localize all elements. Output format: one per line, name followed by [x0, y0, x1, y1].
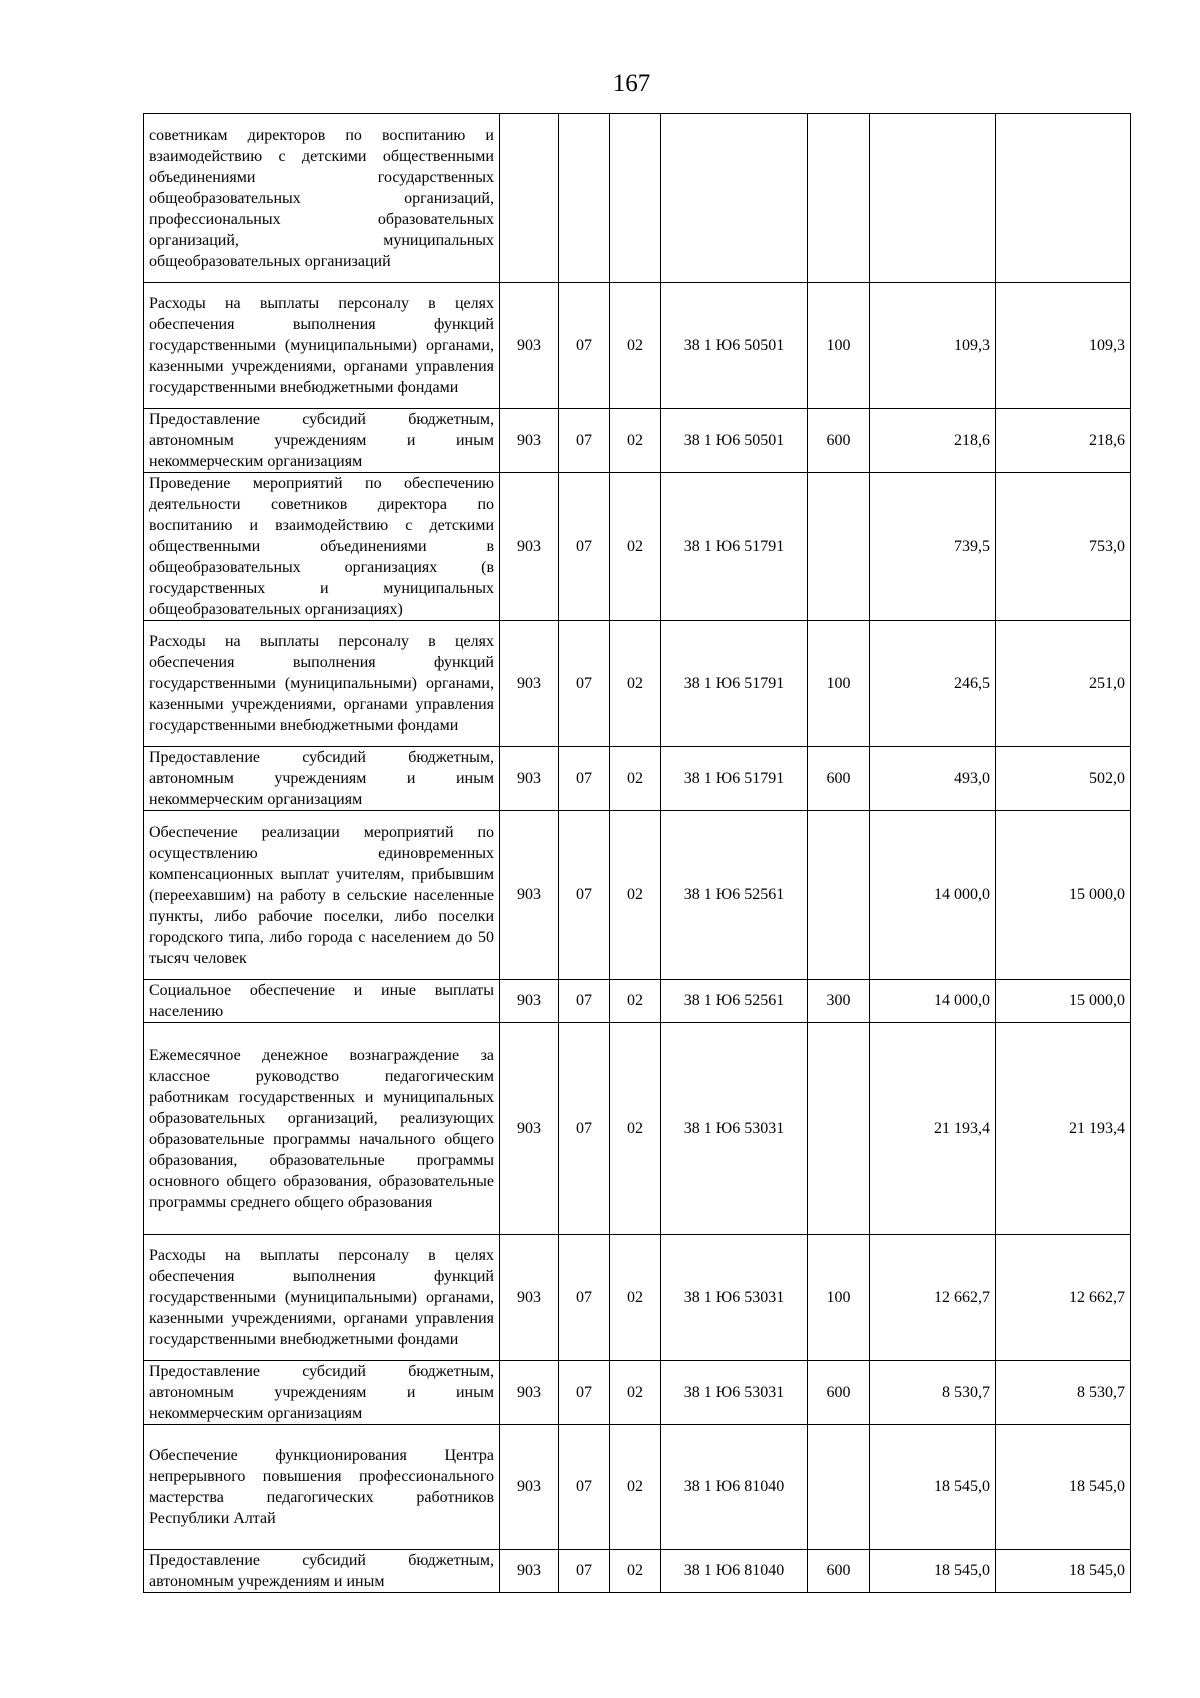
cell-sum-year1: 246,5 [870, 621, 996, 747]
cell-csr: 38 1 Ю6 53031 [661, 1235, 808, 1361]
cell-vr: 600 [808, 409, 870, 473]
table-row [144, 747, 1131, 811]
cell-pr: 02 [610, 473, 661, 621]
table-row [144, 1550, 1131, 1593]
cell-vr: 600 [808, 747, 870, 811]
cell-rz: 07 [559, 621, 610, 747]
cell-rz: 07 [559, 1361, 610, 1425]
cell-pr: 02 [610, 621, 661, 747]
cell-grbs: 903 [500, 1235, 559, 1361]
cell-pr: 02 [610, 747, 661, 811]
cell-csr [661, 114, 808, 283]
cell-pr: 02 [610, 1235, 661, 1361]
cell-vr [808, 114, 870, 283]
cell-pr: 02 [610, 1425, 661, 1550]
row-description: Предоставление субсидий бюджетным, автономным учреждениям и иным [144, 1550, 500, 1593]
cell-vr [808, 473, 870, 621]
cell-sum-year1: 21 193,4 [870, 1023, 996, 1235]
cell-sum-year2: 15 000,0 [996, 811, 1131, 980]
table-row [144, 621, 1131, 747]
cell-sum-year2: 21 193,4 [996, 1023, 1131, 1235]
cell-sum-year2: 8 530,7 [996, 1361, 1131, 1425]
cell-rz: 07 [559, 1235, 610, 1361]
row-description: Предоставление субсидий бюджетным, автономным учреждениям и иным некоммерческим организациям [144, 409, 500, 473]
cell-grbs: 903 [500, 811, 559, 980]
cell-sum-year2: 109,3 [996, 283, 1131, 409]
cell-sum-year1: 14 000,0 [870, 811, 996, 980]
cell-csr: 38 1 Ю6 81040 [661, 1550, 808, 1593]
row-description: Расходы на выплаты персоналу в целях обеспечения выполнения функций государственными (муниципальными) органами, казенными учреждениями, органами управления государственными внебюджетными фондами [144, 283, 500, 409]
cell-pr [610, 114, 661, 283]
cell-csr: 38 1 Ю6 51791 [661, 747, 808, 811]
cell-rz: 07 [559, 1425, 610, 1550]
cell-grbs: 903 [500, 1425, 559, 1550]
cell-csr: 38 1 Ю6 51791 [661, 621, 808, 747]
cell-sum-year1: 18 545,0 [870, 1425, 996, 1550]
row-description: Проведение мероприятий по обеспечению деятельности советников директора по воспитанию и взаимодействию с детскими общественными объединениями в общеобразовательных организациях (в государственных и муниципальных общеобразовательных организациях) [144, 473, 500, 621]
cell-pr: 02 [610, 1550, 661, 1593]
cell-grbs: 903 [500, 409, 559, 473]
budget-table [143, 113, 1131, 1593]
cell-sum-year2: 502,0 [996, 747, 1131, 811]
cell-sum-year1: 8 530,7 [870, 1361, 996, 1425]
cell-grbs: 903 [500, 980, 559, 1023]
cell-sum-year1: 18 545,0 [870, 1550, 996, 1593]
cell-sum-year2: 15 000,0 [996, 980, 1131, 1023]
table-row [144, 1023, 1131, 1235]
row-description: Социальное обеспечение и иные выплаты населению [144, 980, 500, 1023]
cell-pr: 02 [610, 1361, 661, 1425]
cell-csr: 38 1 Ю6 53031 [661, 1023, 808, 1235]
cell-vr [808, 1425, 870, 1550]
row-description: советникам директоров по воспитанию и взаимодействию с детскими общественными объединениями государственных общеобразовательных организаций, профессиональных образовательных организаций, муниципальных общеобразовательных организаций [144, 114, 500, 283]
table-row [144, 980, 1131, 1023]
cell-vr: 100 [808, 621, 870, 747]
cell-vr: 600 [808, 1361, 870, 1425]
table-row [144, 409, 1131, 473]
cell-grbs [500, 114, 559, 283]
cell-csr: 38 1 Ю6 52561 [661, 811, 808, 980]
cell-sum-year1: 739,5 [870, 473, 996, 621]
cell-grbs: 903 [500, 1550, 559, 1593]
cell-rz: 07 [559, 1550, 610, 1593]
table-row [144, 1235, 1131, 1361]
cell-pr: 02 [610, 980, 661, 1023]
cell-grbs: 903 [500, 747, 559, 811]
cell-sum-year2: 18 545,0 [996, 1425, 1131, 1550]
cell-rz: 07 [559, 811, 610, 980]
cell-grbs: 903 [500, 473, 559, 621]
cell-pr: 02 [610, 811, 661, 980]
cell-rz: 07 [559, 473, 610, 621]
cell-csr: 38 1 Ю6 51791 [661, 473, 808, 621]
cell-sum-year1: 218,6 [870, 409, 996, 473]
cell-grbs: 903 [500, 621, 559, 747]
row-description: Расходы на выплаты персоналу в целях обеспечения выполнения функций государственными (муниципальными) органами, казенными учреждениями, органами управления государственными внебюджетными фондами [144, 621, 500, 747]
cell-csr: 38 1 Ю6 50501 [661, 409, 808, 473]
cell-pr: 02 [610, 283, 661, 409]
cell-vr: 600 [808, 1550, 870, 1593]
cell-grbs: 903 [500, 1023, 559, 1235]
cell-grbs: 903 [500, 1361, 559, 1425]
cell-rz: 07 [559, 409, 610, 473]
cell-grbs: 903 [500, 283, 559, 409]
cell-csr: 38 1 Ю6 52561 [661, 980, 808, 1023]
cell-sum-year2: 218,6 [996, 409, 1131, 473]
table-row [144, 811, 1131, 980]
cell-sum-year2: 12 662,7 [996, 1235, 1131, 1361]
cell-pr: 02 [610, 409, 661, 473]
cell-pr: 02 [610, 1023, 661, 1235]
cell-vr [808, 811, 870, 980]
cell-vr: 100 [808, 283, 870, 409]
cell-sum-year2: 753,0 [996, 473, 1131, 621]
row-description: Ежемесячное денежное вознаграждение за классное руководство педагогическим работникам государственных и муниципальных образовательных организаций, реализующих образовательные программы начального общего образования, образовательные программы основного общего образования, образовательные программы среднего общего образования [144, 1023, 500, 1235]
cell-sum-year2: 18 545,0 [996, 1550, 1131, 1593]
cell-sum-year1: 14 000,0 [870, 980, 996, 1023]
row-description: Предоставление субсидий бюджетным, автономным учреждениям и иным некоммерческим организациям [144, 747, 500, 811]
cell-sum-year2 [996, 114, 1131, 283]
cell-rz [559, 114, 610, 283]
row-description: Обеспечение функционирования Центра непрерывного повышения профессионального мастерства педагогических работников Республики Алтай [144, 1425, 500, 1550]
table-row [144, 114, 1131, 283]
cell-vr: 100 [808, 1235, 870, 1361]
cell-rz: 07 [559, 1023, 610, 1235]
cell-sum-year1 [870, 114, 996, 283]
cell-rz: 07 [559, 283, 610, 409]
cell-sum-year1: 12 662,7 [870, 1235, 996, 1361]
cell-sum-year2: 251,0 [996, 621, 1131, 747]
cell-sum-year1: 493,0 [870, 747, 996, 811]
cell-csr: 38 1 Ю6 81040 [661, 1425, 808, 1550]
table-row [144, 1425, 1131, 1550]
table-row [144, 283, 1131, 409]
cell-vr: 300 [808, 980, 870, 1023]
cell-rz: 07 [559, 980, 610, 1023]
table-row [144, 1361, 1131, 1425]
cell-sum-year1: 109,3 [870, 283, 996, 409]
table-row [144, 473, 1131, 621]
row-description: Обеспечение реализации мероприятий по осуществлению единовременных компенсационных выплат учителям, прибывшим (переехавшим) на работу в сельские населенные пункты, либо рабочие поселки, либо поселки городского типа, либо города с населением до 50 тысяч человек [144, 811, 500, 980]
row-description: Расходы на выплаты персоналу в целях обеспечения выполнения функций государственными (муниципальными) органами, казенными учреждениями, органами управления государственными внебюджетными фондами [144, 1235, 500, 1361]
cell-vr [808, 1023, 870, 1235]
cell-csr: 38 1 Ю6 50501 [661, 283, 808, 409]
cell-csr: 38 1 Ю6 53031 [661, 1361, 808, 1425]
row-description: Предоставление субсидий бюджетным, автономным учреждениям и иным некоммерческим организациям [144, 1361, 500, 1425]
page-number: 167 [612, 70, 651, 97]
cell-rz: 07 [559, 747, 610, 811]
